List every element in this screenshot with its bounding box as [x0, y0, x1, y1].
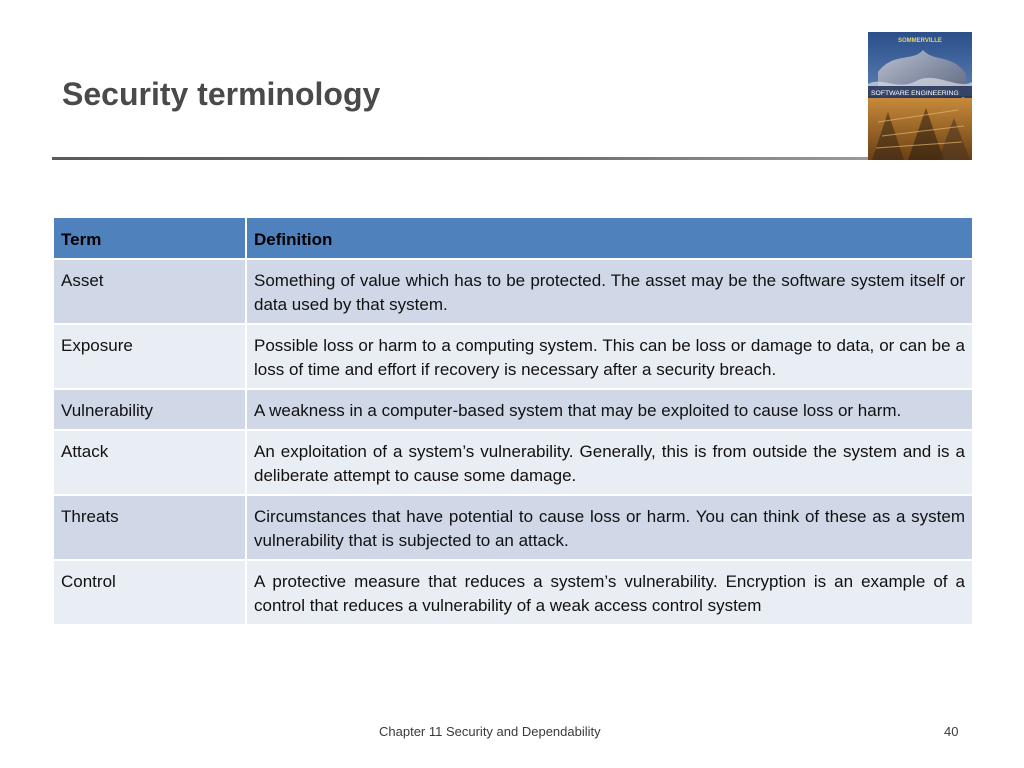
definition-cell: Something of value which has to be protected. The asset may be the software system itself or data used by that system. — [246, 259, 973, 324]
terminology-table — [52, 216, 972, 626]
column-header-term: Term — [53, 217, 246, 259]
definition-cell: Possible loss or harm to a computing system. This can be loss or damage to data, or can be a loss of time and effort if recovery is necessary after a security breach. — [246, 324, 973, 389]
term-cell: Exposure — [53, 324, 246, 389]
page-number: 40 — [944, 724, 959, 739]
table-row — [53, 324, 973, 389]
definition-cell: A weakness in a computer-based system that may be exploited to cause loss or harm. — [246, 389, 973, 430]
table-row — [53, 430, 973, 495]
footer-chapter-label: Chapter 11 Security and Dependability — [379, 724, 601, 739]
table-row — [53, 389, 973, 430]
term-cell: Threats — [53, 495, 246, 560]
term-cell: Vulnerability — [53, 389, 246, 430]
definition-cell: A protective measure that reduces a system’s vulnerability. Encryption is an example of a control that reduces a vulnerability of a weak access control system — [246, 560, 973, 625]
term-cell: Attack — [53, 430, 246, 495]
column-header-definition: Definition — [246, 217, 973, 259]
definition-cell: Circumstances that have potential to cause loss or harm. You can think of these as a system vulnerability that is subjected to an attack. — [246, 495, 973, 560]
book-cover-image — [868, 32, 972, 160]
table-row — [53, 259, 973, 324]
table-row — [53, 495, 973, 560]
title-divider — [52, 157, 870, 160]
svg-text:SOFTWARE ENGINEERING: SOFTWARE ENGINEERING — [871, 90, 959, 97]
svg-text:SOMMERVILLE: SOMMERVILLE — [898, 38, 942, 44]
term-cell: Asset — [53, 259, 246, 324]
slide-title: Security terminology — [62, 76, 381, 112]
table-header-row — [53, 217, 973, 259]
definition-cell: An exploitation of a system’s vulnerability. Generally, this is from outside the system and is a deliberate attempt to cause some damage. — [246, 430, 973, 495]
table-row — [53, 560, 973, 625]
term-cell: Control — [53, 560, 246, 625]
